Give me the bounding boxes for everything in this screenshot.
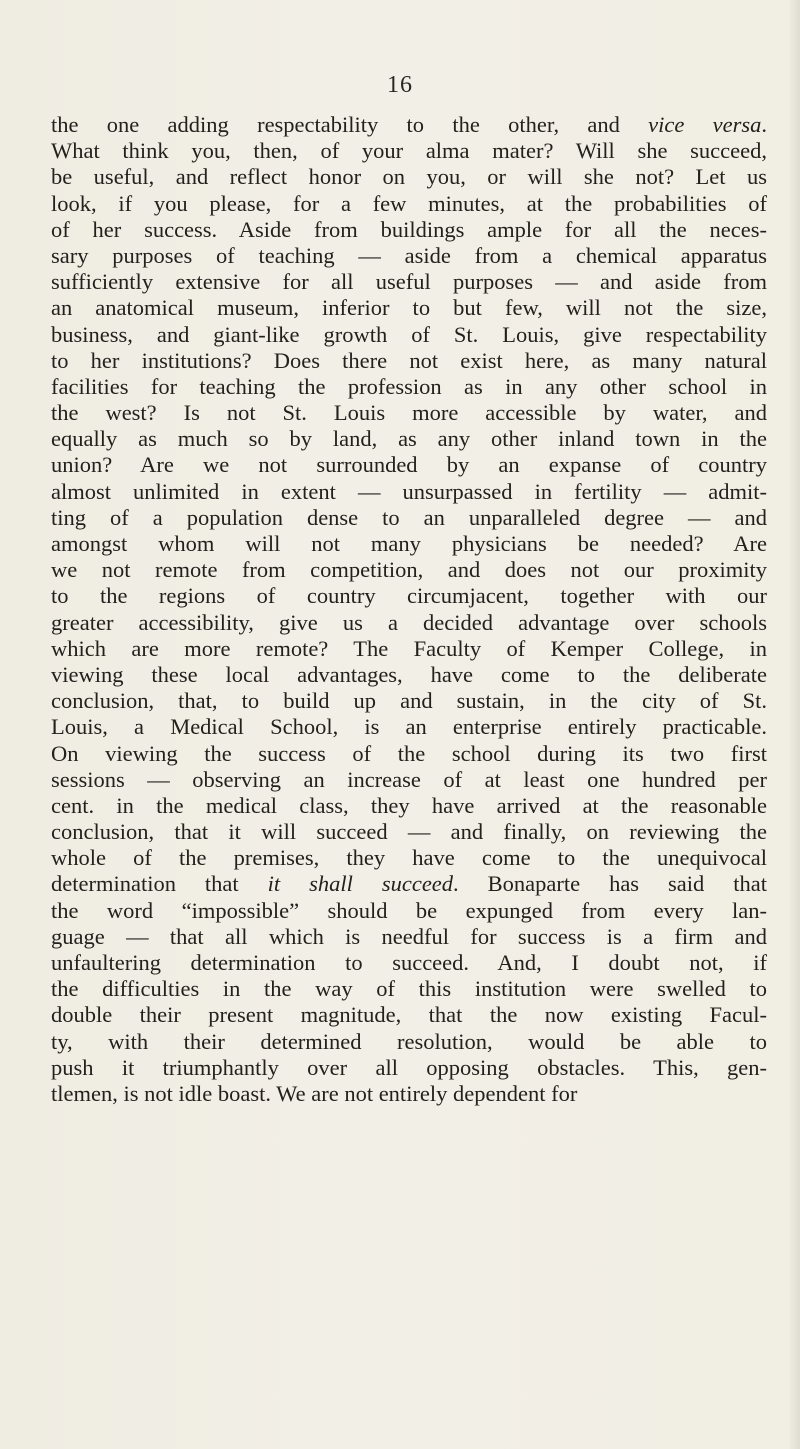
text-line: ting of a population dense to an unparalleled degree — and	[51, 504, 767, 530]
text-line: the one adding respectability to the other, and vice versa.	[51, 112, 767, 137]
italic-phrase: it shall succeed	[267, 871, 454, 897]
text-line: On viewing the success of the school during its two first	[51, 740, 767, 766]
text-line: viewing these local advantages, have come to the deliberate	[51, 661, 767, 687]
text-line: determination that it shall succeed. Bonaparte has said that	[51, 871, 767, 897]
text-line: cent. in the medical class, they have arrived at the reasonable	[51, 792, 767, 818]
text-line: union? Are we not surrounded by an expanse of country	[51, 452, 767, 478]
text-line: we not remote from competition, and does not our proximity	[51, 557, 767, 583]
text-line: equally as much so by land, as any other inland town in the	[51, 426, 767, 452]
text-line: facilities for teaching the profession as in any other school in	[51, 373, 767, 399]
text-line: to the regions of country circumjacent, together with our	[51, 583, 767, 609]
text-line: the west? Is not St. Louis more accessible by water, and	[51, 400, 767, 426]
text-line: conclusion, that, to build up and sustain, in the city of St.	[51, 688, 767, 714]
text-line: be useful, and reflect honor on you, or will she not? Let us	[51, 164, 767, 190]
page-number: 16	[387, 72, 413, 98]
text-line: conclusion, that it will succeed — and finally, on reviewing the	[51, 819, 767, 845]
text-line: ty, with their determined resolution, would be able to	[51, 1028, 767, 1054]
text-line: to her institutions? Does there not exist here, as many natural	[51, 347, 767, 373]
text-line: sessions — observing an increase of at least one hundred per	[51, 766, 767, 792]
text-line: unfaultering determination to succeed. And, I doubt not, if	[51, 950, 767, 975]
text-line: almost unlimited in extent — unsurpassed in fertility — admit-	[51, 478, 767, 504]
text-line: Louis, a Medical School, is an enterprise entirely practicable.	[51, 714, 767, 740]
text-line: guage — that all which is needful for success is a firm and	[51, 923, 767, 949]
text-line: of her success. Aside from buildings ample for all the neces-	[51, 216, 767, 242]
italic-phrase: vice versa	[648, 112, 762, 137]
text-line: amongst whom will not many physicians be needed? Are	[51, 531, 767, 556]
text-line: an anatomical museum, inferior to but few, will not the size,	[51, 295, 767, 321]
text-line: the word “impossible” should be expunged from every lan-	[51, 897, 767, 923]
text-line: look, if you please, for a few minutes, at the probabilities of	[51, 190, 767, 216]
text-line: business, and giant-like growth of St. Louis, give respectability	[51, 321, 767, 347]
text-line: What think you, then, of your alma mater? Will she succeed,	[51, 138, 767, 164]
text-line: whole of the premises, they have come to the unequivocal	[51, 845, 767, 871]
text-line: sary purposes of teaching — aside from a chemical apparatus	[51, 242, 767, 268]
text-line: push it triumphantly over all opposing obstacles. This, gen-	[51, 1054, 767, 1080]
text-line: double their present magnitude, that the now existing Facul-	[51, 1002, 767, 1028]
text-line: which are more remote? The Faculty of Kemper College, in	[51, 635, 767, 661]
body-text	[51, 112, 767, 1107]
text-line: tlemen, is not idle boast. We are not entirely dependent for	[51, 1080, 578, 1106]
page-edge-shadow	[788, 0, 800, 1449]
text-line: the difficulties in the way of this institution were swelled to	[51, 976, 767, 1002]
text-line: greater accessibility, give us a decided advantage over schools	[51, 609, 767, 635]
text-line: sufficiently extensive for all useful purposes — and aside from	[51, 269, 767, 295]
